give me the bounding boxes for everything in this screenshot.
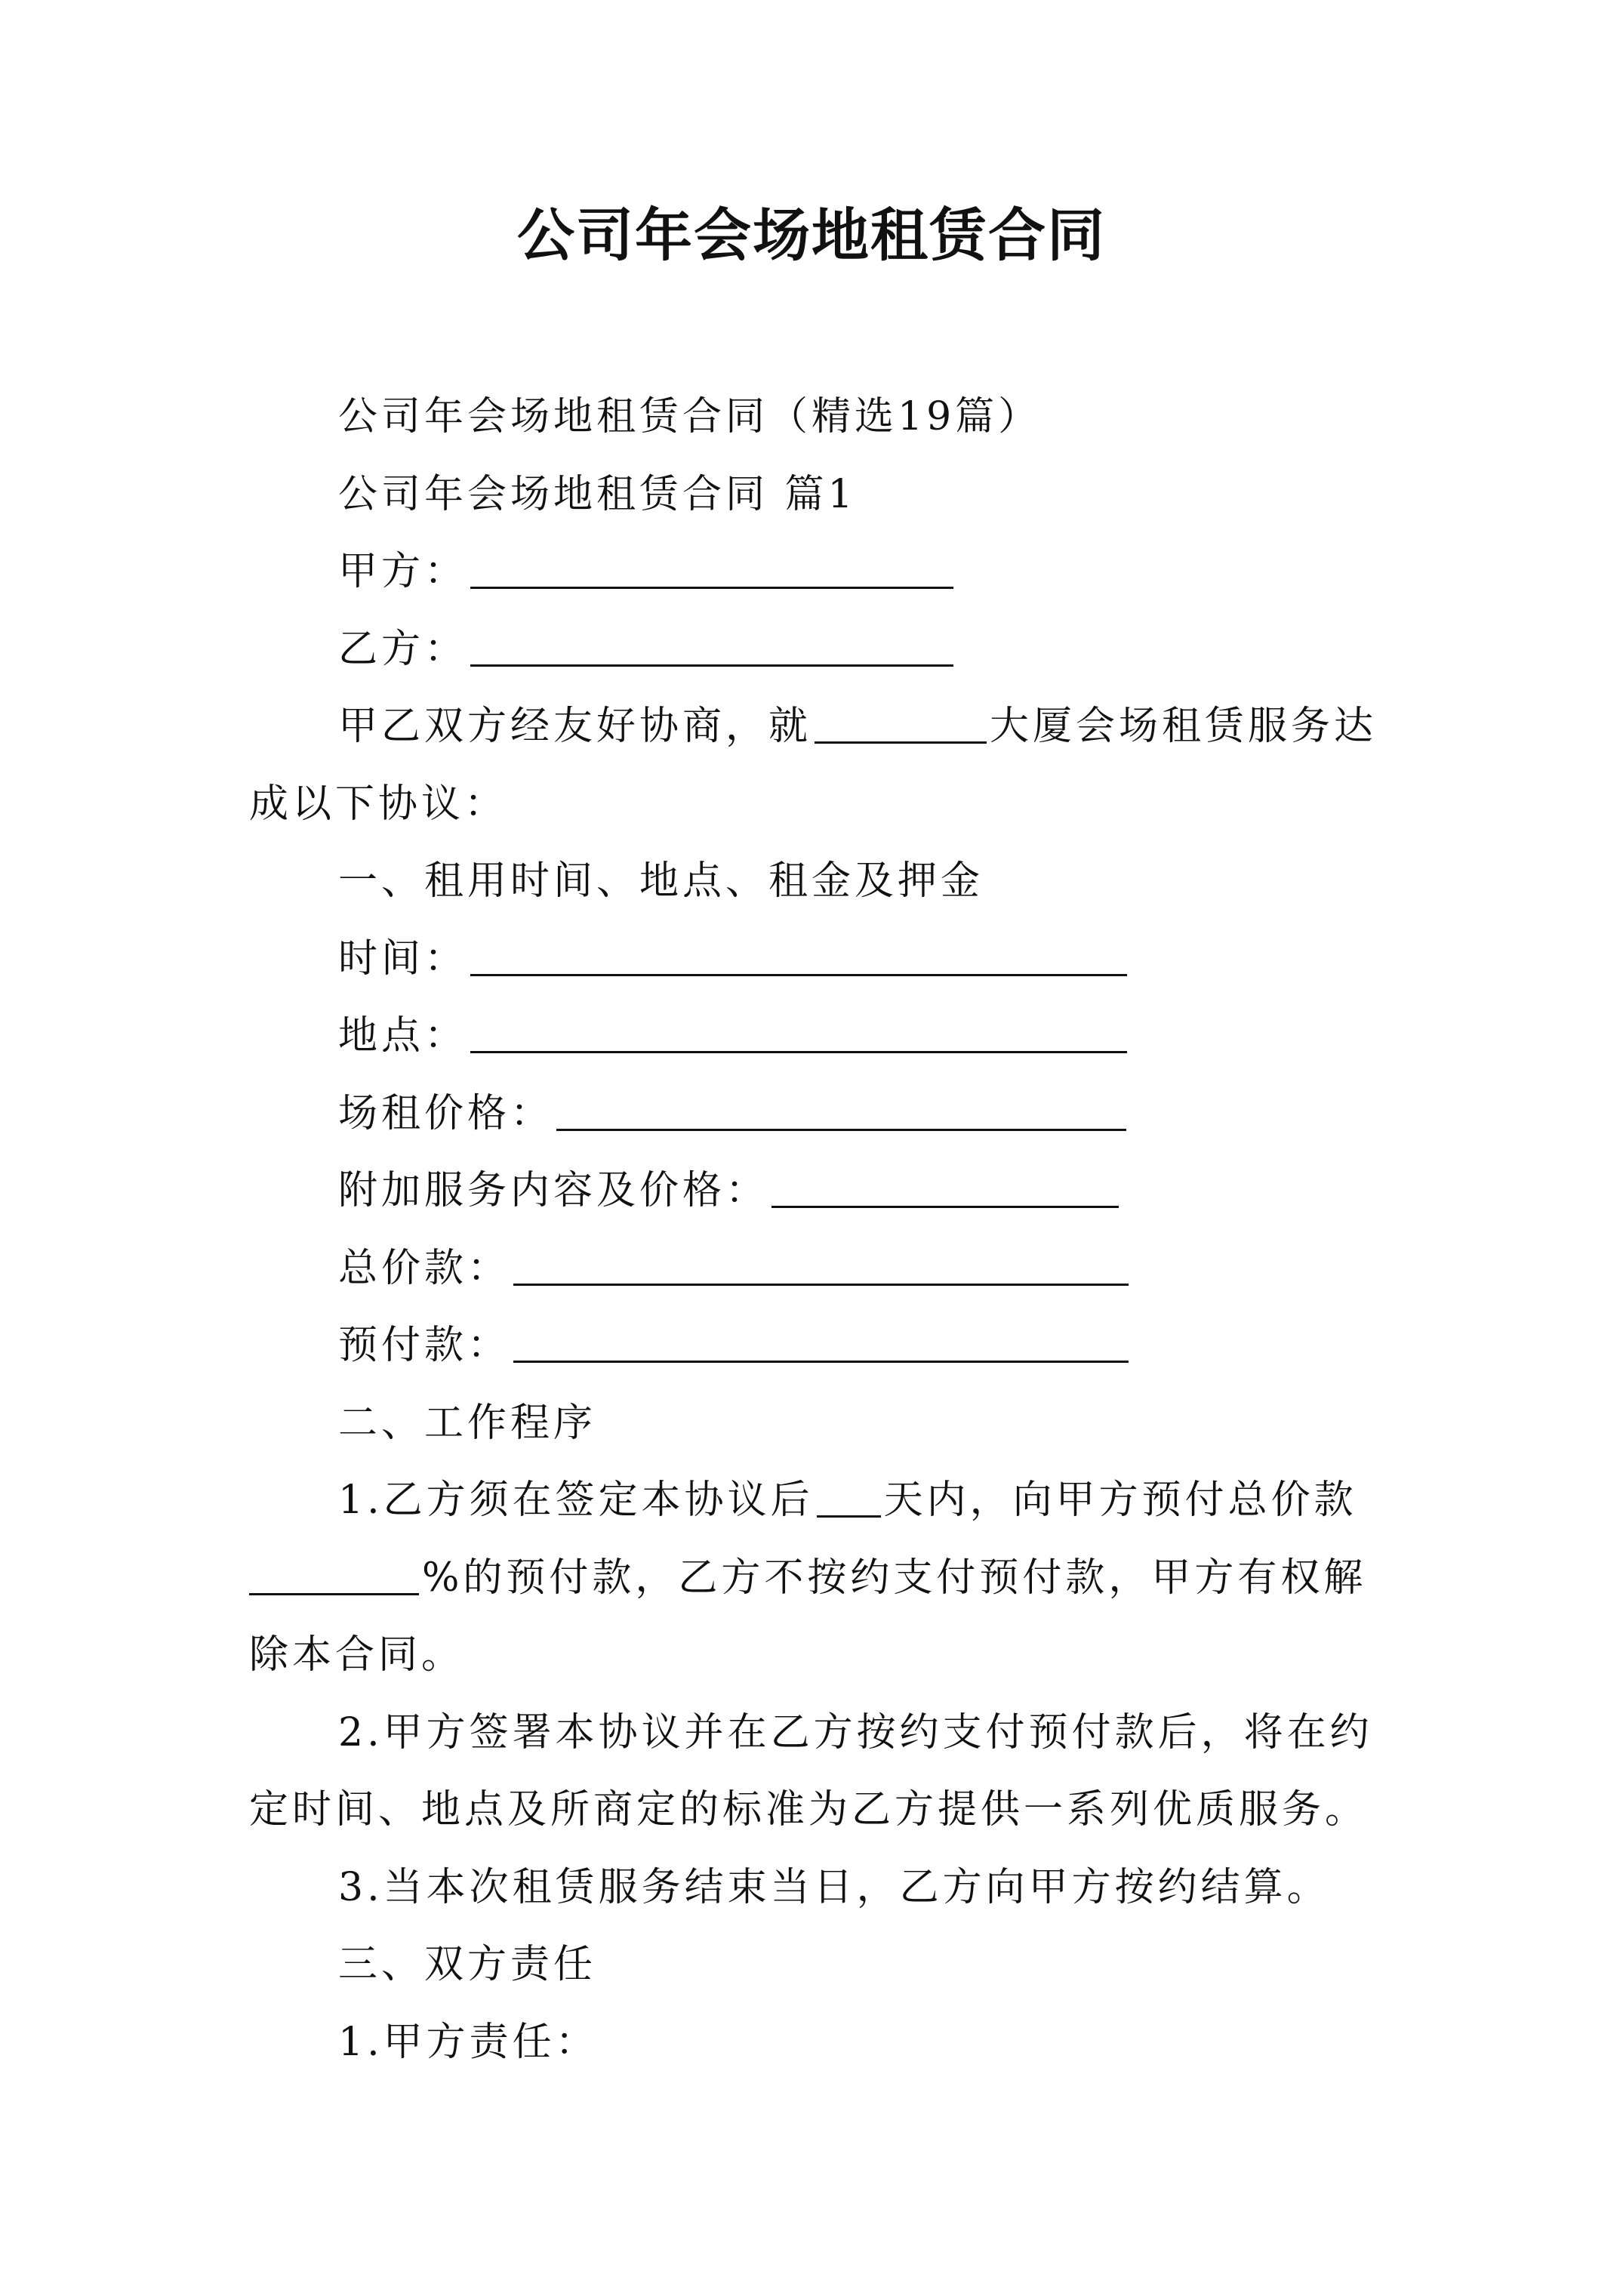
intro-part2: 大厦会场租赁服务达 [990,704,1378,749]
prepay-blank [513,1321,1129,1363]
intro-line-1 [338,700,1377,753]
intro-part1: 甲乙双方经友好协商，就 [338,704,812,749]
time-line [338,932,1130,985]
total-blank [513,1244,1129,1286]
document-subtitle: 公司年会场地租赁合同（精选19篇） [338,394,1042,439]
p1-line-2 [249,1552,1366,1604]
place-blank [470,1012,1127,1053]
p2-line-1: 2.甲方签署本协议并在乙方按约支付预付款后，将在约 [338,1710,1373,1755]
section-heading: 公司年会场地租赁合同 篇1 [338,472,857,517]
extra-label: 附加服务内容及价格： [338,1168,769,1213]
place-label: 地点： [338,1013,468,1059]
building-blank [815,702,987,744]
days-blank [817,1476,881,1518]
p2-line-2: 定时间、地点及所商定的标准为乙方提供一系列优质服务。 [249,1787,1369,1832]
place-line [338,1009,1130,1062]
party-a-blank [470,547,953,589]
rent-label: 场租价格： [338,1091,554,1136]
p1-part3: %的预付款，乙方不按约支付预付款，甲方有权解 [422,1555,1367,1601]
sec2-heading: 二、工作程序 [338,1401,597,1446]
document-title: 公司年会场地租赁合同 [517,202,1106,269]
time-label: 时间： [338,936,468,982]
rent-blank [556,1089,1126,1131]
sec1-heading: 一、租用时间、地点、租金及押金 [338,858,984,904]
p1-line-1 [338,1474,1357,1527]
total-line [338,1242,1132,1295]
intro-line-2: 成以下协议： [249,781,508,827]
total-label: 总价款： [338,1246,511,1291]
extra-blank [771,1166,1119,1208]
party-b-line [338,623,956,676]
prepay-line [338,1319,1132,1372]
sec3-heading: 三、双方责任 [338,1942,597,1987]
time-blank [470,935,1127,976]
p1-line-3: 除本合同。 [249,1632,465,1678]
p3-line: 3.当本次租赁服务结束当日，乙方向甲方按约结算。 [338,1865,1330,1910]
sub1-heading: 1.甲方责任： [338,2020,599,2065]
party-b-label: 乙方： [338,627,468,672]
prepay-label: 预付款： [338,1323,511,1368]
p1-part2: 天内，向甲方预付总价款 [883,1478,1357,1523]
extra-line [338,1164,1122,1217]
p1-part1: 1.乙方须在签定本协议后 [338,1478,814,1523]
party-a-label: 甲方： [338,549,468,594]
percent-blank [249,1554,419,1595]
rent-line [338,1087,1129,1140]
party-a-line [338,545,956,598]
party-b-blank [470,625,953,667]
